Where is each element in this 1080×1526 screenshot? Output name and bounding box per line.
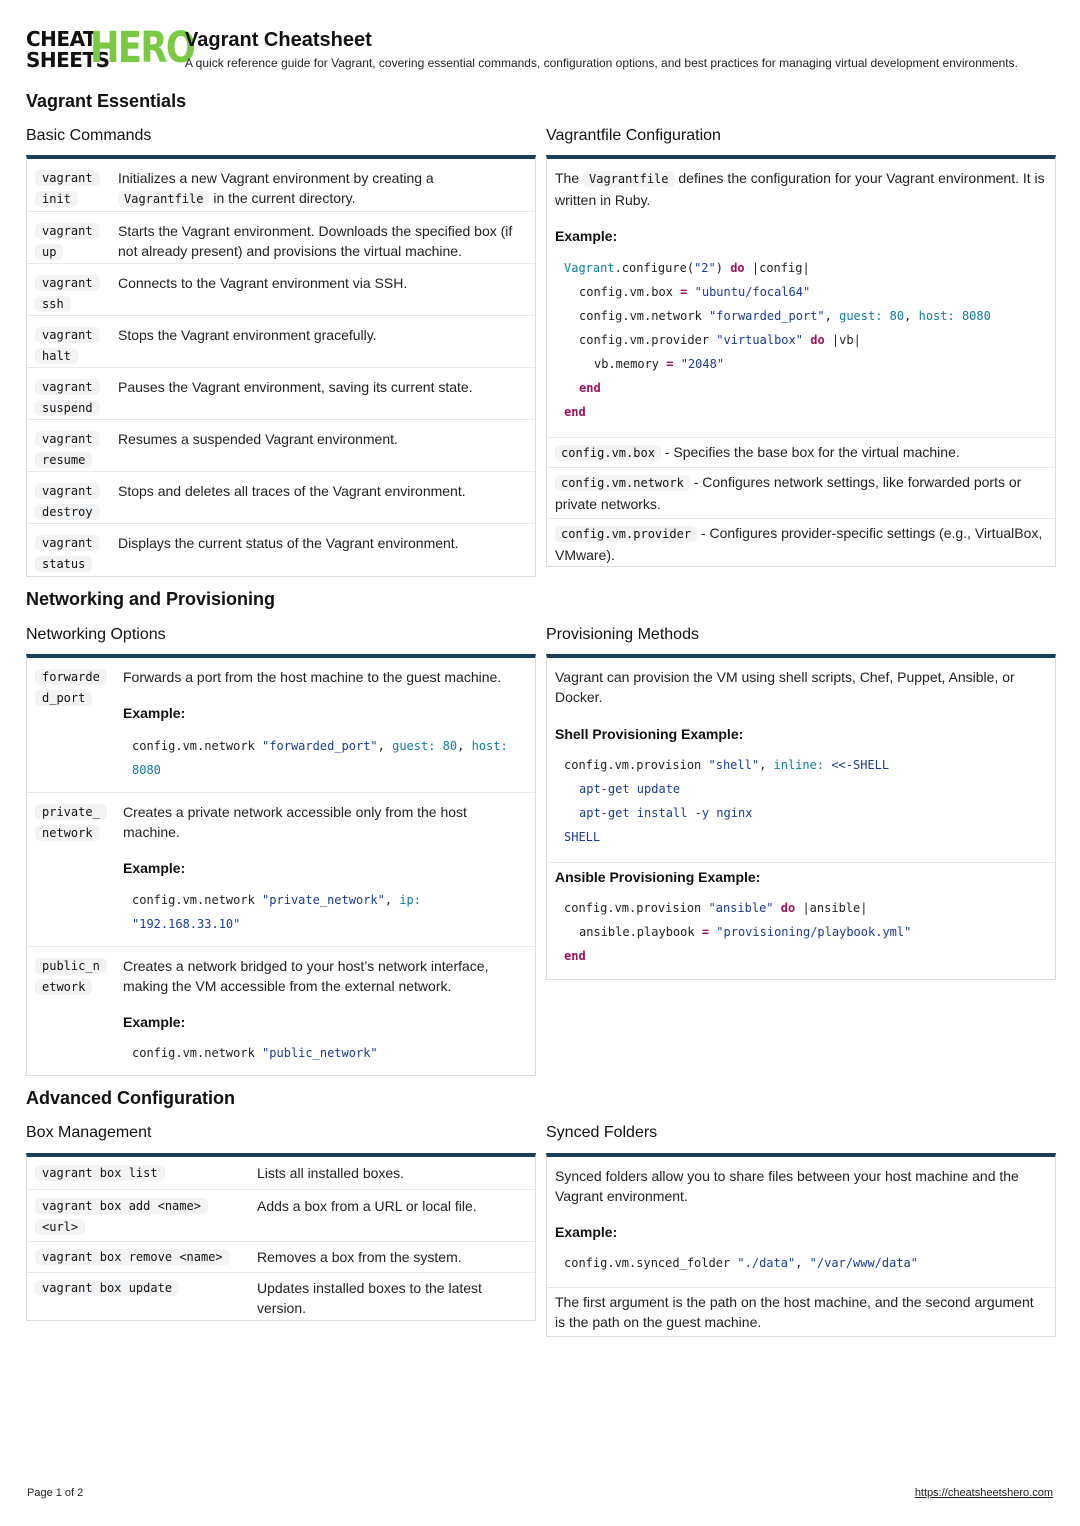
- synced-code-block[interactable]: config.vm.synced_folder "./data", "/var/www/data": [564, 1256, 919, 1270]
- shell-code-block[interactable]: config.vm.provision "shell", inline: <<-SHELL apt-get update apt-get install -y nginx SHELL: [564, 758, 890, 844]
- inline-code: Vagrantfile: [118, 191, 209, 207]
- cheatsheetshero-logo[interactable]: [26, 23, 195, 73]
- ansible-section: [547, 862, 1055, 980]
- command-code[interactable]: vagrant box list: [35, 1165, 165, 1181]
- command-code[interactable]: destroy: [35, 504, 100, 520]
- shell-example-label: Shell Provisioning Example:: [555, 726, 744, 742]
- option-description: Creates a private network accessible only from the host machine.: [123, 804, 467, 840]
- table-row: [27, 946, 535, 1076]
- command-cell: [35, 221, 107, 263]
- command-code[interactable]: vagrant box remove <name>: [35, 1249, 230, 1265]
- command-code[interactable]: <url>: [35, 1219, 85, 1235]
- command-code[interactable]: network: [35, 825, 100, 841]
- basic-commands-card: [26, 155, 536, 577]
- command-cell: [35, 667, 107, 709]
- command-description: Displays the current status of the Vagrant environment.: [118, 535, 459, 551]
- command-code[interactable]: suspend: [35, 400, 100, 416]
- table-row: [27, 658, 535, 792]
- table-row: [27, 1272, 535, 1321]
- intro-text: defines the configuration for your Vagrant environment. It is written in Ruby.: [555, 170, 1045, 208]
- config-item: [555, 523, 1050, 565]
- example-label: Example:: [123, 1014, 186, 1030]
- command-description: Updates installed boxes to the latest version.: [257, 1280, 482, 1316]
- command-code[interactable]: vagrant box add <name>: [35, 1198, 208, 1214]
- command-code[interactable]: vagrant: [35, 275, 100, 291]
- command-code[interactable]: init: [35, 191, 78, 207]
- example-label: Example:: [555, 1224, 618, 1240]
- command-code[interactable]: public_n: [35, 958, 107, 974]
- description-text: in the current directory.: [213, 190, 356, 206]
- item-text: - Configures provider-specific settings (e.g., VirtualBox, VMware).: [555, 525, 1043, 563]
- synced-folders-card: [546, 1153, 1056, 1337]
- table-row: [27, 1157, 535, 1189]
- ansible-example-label: Ansible Provisioning Example:: [555, 869, 761, 885]
- command-cell: [35, 168, 107, 210]
- box-management-card: [26, 1153, 536, 1321]
- example-code[interactable]: config.vm.network "private_network", ip: "192.168.33.10": [132, 893, 422, 931]
- table-row: [27, 159, 535, 211]
- option-description: Forwards a port from the host machine to the guest machine.: [123, 669, 502, 685]
- command-cell: [35, 802, 107, 844]
- command-cell: [35, 481, 107, 523]
- section-title-advanced: Advanced Configuration: [26, 1088, 236, 1108]
- command-description: Stops and deletes all traces of the Vagrant environment.: [118, 483, 466, 499]
- command-cell: [35, 273, 107, 315]
- synced-outro: The first argument is the path on the host machine, and the second argument is the path on the guest machine.: [555, 1294, 1034, 1330]
- vagrantfile-code-block[interactable]: Vagrant.configure("2") do |config| config.vm.box = "ubuntu/focal64" config.vm.network "forwarded_port", guest: 80, host: 8080 config.vm.provider "virtualbox" do |vb| vb.memory = "2048" end end: [564, 261, 991, 419]
- command-cell: [35, 1278, 255, 1299]
- table-row: [27, 1241, 535, 1272]
- section-title-essentials: Vagrant Essentials: [26, 91, 187, 111]
- command-code[interactable]: etwork: [35, 979, 92, 995]
- command-code[interactable]: vagrant: [35, 170, 100, 186]
- vagrantfile-config-title: Vagrantfile Configuration: [546, 127, 721, 144]
- command-description: Removes a box from the system.: [257, 1249, 462, 1265]
- option-description: Creates a network bridged to your host’s network interface, making the VM accessible from the external network.: [123, 958, 489, 994]
- inline-code[interactable]: config.vm.box: [555, 445, 661, 461]
- command-cell: [35, 1196, 255, 1238]
- list-item: [547, 437, 1055, 467]
- command-description: Adds a box from a URL or local file.: [257, 1198, 477, 1214]
- ansible-code-block[interactable]: config.vm.provision "ansible" do |ansible| ansible.playbook = "provisioning/playbook.yml" end: [564, 901, 912, 963]
- table-row: [27, 523, 535, 577]
- command-description: Lists all installed boxes.: [257, 1165, 405, 1181]
- command-code[interactable]: status: [35, 556, 92, 572]
- section-title-networking: Networking and Provisioning: [26, 589, 276, 609]
- site-link[interactable]: https://cheatsheetshero.com: [914, 1487, 1053, 1499]
- example-label: Example:: [555, 228, 618, 244]
- config-item: [555, 442, 1045, 464]
- command-code[interactable]: vagrant: [35, 431, 100, 447]
- page-header: [26, 23, 1056, 74]
- command-description: Starts the Vagrant environment. Downloads the specified box (if not already present) and provisions the virtual machine.: [118, 223, 513, 259]
- logo-cheat-text: CHEAT: [26, 27, 97, 51]
- item-text: - Configures network settings, like forwarded ports or private networks.: [555, 474, 1022, 512]
- command-cell: [35, 956, 107, 998]
- command-code[interactable]: ssh: [35, 296, 71, 312]
- inline-code[interactable]: config.vm.network: [555, 475, 690, 491]
- table-row: [27, 792, 535, 946]
- provisioning-intro: Vagrant can provision the VM using shell scripts, Chef, Puppet, Ansible, or Docker.: [555, 669, 1015, 705]
- list-item: [547, 1287, 1055, 1337]
- vagrantfile-config-card: [546, 155, 1056, 567]
- networking-options-title: Networking Options: [26, 626, 166, 643]
- vagrantfile-intro: [555, 168, 1045, 210]
- command-code[interactable]: vagrant: [35, 379, 100, 395]
- networking-options-card: [26, 654, 536, 1076]
- command-code[interactable]: forwarde: [35, 669, 107, 685]
- command-description: Pauses the Vagrant environment, saving its current state.: [118, 379, 473, 395]
- box-management-title: Box Management: [26, 1124, 152, 1141]
- command-code[interactable]: resume: [35, 452, 92, 468]
- intro-text: The: [555, 170, 580, 186]
- page-subtitle: A quick reference guide for Vagrant, covering essential commands, configuration options, and best practices for managing virtual development environments.: [185, 56, 1018, 70]
- synced-folders-title: Synced Folders: [546, 1124, 658, 1141]
- command-cell: [35, 533, 107, 575]
- list-item: [547, 518, 1055, 567]
- example-code[interactable]: config.vm.network "forwarded_port", guest: 80, host: 8080: [132, 739, 508, 777]
- example-code[interactable]: config.vm.network "public_network": [132, 1046, 378, 1060]
- command-cell: [35, 377, 107, 419]
- command-code[interactable]: vagrant box update: [35, 1280, 179, 1296]
- logo-hero-text: HERO: [90, 23, 195, 73]
- table-row: [27, 263, 535, 315]
- command-code[interactable]: d_port: [35, 690, 92, 706]
- example-label: Example:: [123, 860, 186, 876]
- list-item: [547, 467, 1055, 518]
- provisioning-methods-card: [546, 654, 1056, 980]
- command-code[interactable]: vagrant: [35, 327, 100, 343]
- command-cell: [35, 429, 107, 471]
- command-code[interactable]: vagrant: [35, 223, 100, 239]
- command-code[interactable]: vagrant: [35, 483, 100, 499]
- synced-intro: Synced folders allow you to share files between your host machine and the Vagrant environment.: [555, 1168, 1019, 1204]
- basic-commands-title: Basic Commands: [26, 127, 152, 144]
- table-row: [27, 471, 535, 523]
- command-description: Connects to the Vagrant environment via SSH.: [118, 275, 408, 291]
- inline-code[interactable]: config.vm.provider: [555, 526, 697, 542]
- logo-sheets-text: SHEETS: [26, 48, 110, 72]
- command-code[interactable]: up: [35, 244, 63, 260]
- item-text: - Specifies the base box for the virtual machine.: [664, 444, 960, 460]
- command-code[interactable]: private_: [35, 804, 107, 820]
- example-label: Example:: [123, 705, 186, 721]
- command-code[interactable]: vagrant: [35, 535, 100, 551]
- inline-code: Vagrantfile: [583, 171, 674, 187]
- table-row: [27, 1189, 535, 1241]
- command-description: Resumes a suspended Vagrant environment.: [118, 431, 398, 447]
- command-cell: [35, 325, 107, 367]
- command-cell: [35, 1163, 255, 1184]
- table-row: [27, 367, 535, 419]
- command-description: [118, 168, 528, 210]
- command-cell: [35, 1247, 255, 1268]
- page-number: Page 1 of 2: [27, 1487, 84, 1499]
- table-row: [27, 315, 535, 367]
- provisioning-methods-title: Provisioning Methods: [546, 626, 699, 643]
- page-title: Vagrant Cheatsheet: [185, 29, 372, 51]
- command-description: Stops the Vagrant environment gracefully.: [118, 327, 377, 343]
- config-item: [555, 472, 1050, 514]
- command-code[interactable]: halt: [35, 348, 78, 364]
- table-row: [27, 419, 535, 471]
- description-text: Initializes a new Vagrant environment by creating a: [118, 170, 434, 186]
- table-row: [27, 211, 535, 263]
